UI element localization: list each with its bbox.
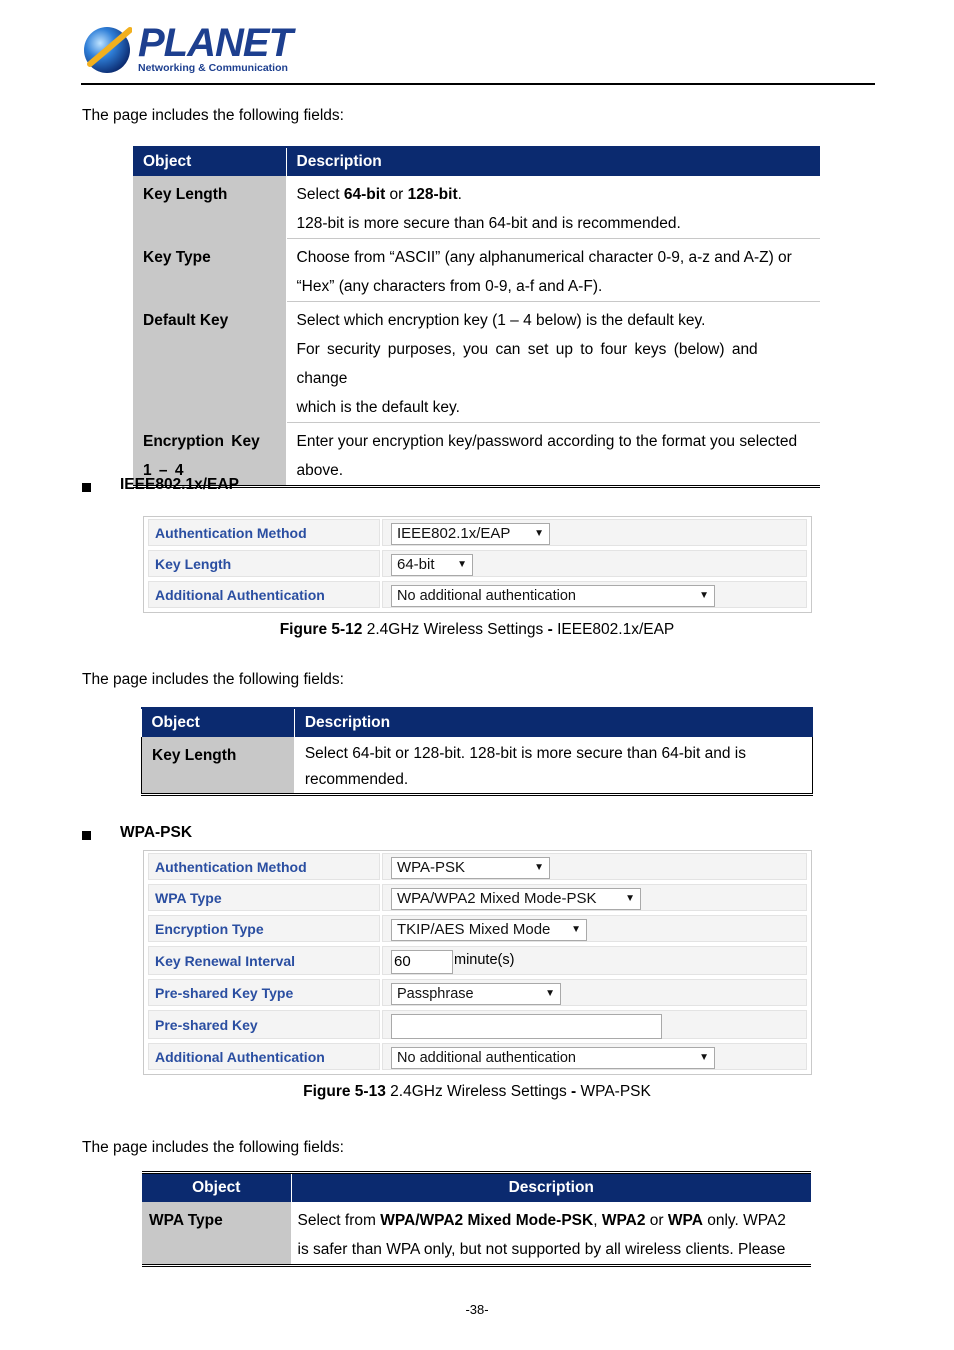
field-label: Pre-shared Key [148,1010,380,1039]
dropdown-arrow-icon: ▼ [699,1052,709,1063]
field-label: Key Length [148,550,380,577]
form-row-key-renewal-interval [146,946,809,979]
description-cell: Select from WPA/WPA2 Mixed Mode-PSK, WPA2 or WPA only. WPA2 is safer than WPA only, but not supported by all wireless clients. Please [291,1202,811,1264]
field-label: Additional Authentication [148,1043,380,1070]
description-cell: Enter your encryption key/password according to the format you selected above. [286,423,820,486]
form-row-key-length [146,550,809,581]
header-divider [81,83,875,85]
wpa-type-select[interactable]: WPA/WPA2 Mixed Mode-PSK ▼ [391,888,641,910]
header-object: Object [142,1174,291,1202]
header-object: Object [142,709,295,737]
description-cell: Select 64-bit or 128-bit. 128-bit is more secure than 64-bit and is recommended. [286,176,820,239]
dropdown-arrow-icon: ▼ [625,893,635,904]
figure-caption-5-13: Figure 5-13 2.4GHz Wireless Settings - WPA-PSK [303,1083,651,1100]
authentication-method-select[interactable]: WPA-PSK ▼ [391,857,550,879]
form-row-encryption-type [146,915,809,946]
section-eap-heading: IEEE802.1x/EAP [82,479,91,497]
intro-text-2: The page includes the following fields: [82,671,344,688]
object-cell: Default Key [133,302,286,423]
additional-authentication-select[interactable]: No additional authentication ▼ [391,1047,715,1069]
table-row [142,1202,811,1264]
object-cell: Key Length [133,176,286,239]
eap-settings-panel [143,516,812,613]
description-cell: Choose from “ASCII” (any alphanumerical character 0-9, a-z and A-Z) or “Hex” (any characters from 0-9, a-f and A-F). [286,239,820,302]
dropdown-arrow-icon: ▼ [699,590,709,601]
table-row [142,737,813,793]
section-psk-heading: WPA-PSK [82,827,91,845]
field-label: Additional Authentication [148,581,380,608]
table-row [133,176,820,239]
form-row-additional-authentication [146,1043,809,1072]
intro-text-3: The page includes the following fields: [82,1139,344,1156]
encryption-type-select[interactable]: TKIP/AES Mixed Mode ▼ [391,919,587,941]
fields-table-2 [141,707,813,796]
header-description: Description [294,709,812,737]
page-number: -38- [465,1302,489,1317]
form-row-wpa-type [146,884,809,915]
dropdown-arrow-icon: ▼ [534,862,544,873]
object-cell: WPA Type [142,1202,291,1264]
brand-name: PLANET [138,21,292,65]
form-row-pre-shared-key [146,1010,809,1043]
header-description: Description [291,1174,811,1202]
dropdown-arrow-icon: ▼ [534,528,544,539]
form-row-authentication-method [146,853,809,884]
globe-icon [82,24,132,76]
key-renewal-interval-input[interactable]: 60 [391,950,453,974]
object-cell: Encryption Key 1 – 4 [133,423,286,486]
field-label: Encryption Type [148,915,380,942]
form-row-authentication-method [146,519,809,550]
pre-shared-key-type-select[interactable]: Passphrase ▼ [391,983,561,1005]
header-object: Object [133,148,286,176]
dropdown-arrow-icon: ▼ [545,988,555,999]
description-cell: Select which encryption key (1 – 4 below) is the default key. For security purposes, you can set up to four keys (below) and change which is the default key. [286,302,820,423]
figure-caption-5-12: Figure 5-12 2.4GHz Wireless Settings - IEEE802.1x/EAP [279,621,675,638]
authentication-method-select[interactable]: IEEE802.1x/EAP ▼ [391,523,550,545]
fields-table-1 [133,146,820,488]
object-cell: Key Length [142,737,295,793]
description-cell: Select 64-bit or 128-bit. 128-bit is more secure than 64-bit and is recommended. [294,737,812,793]
form-row-additional-authentication [146,581,809,610]
pre-shared-key-input[interactable] [391,1014,662,1039]
interval-unit-label: minute(s) [454,952,515,968]
field-label: Authentication Method [148,853,380,880]
brand-tagline: Networking & Communication [138,62,288,74]
field-label: WPA Type [148,884,380,911]
fields-table-3 [142,1171,811,1267]
bullet-square-icon [82,483,91,492]
table-row [133,239,820,302]
field-label: Key Renewal Interval [148,946,380,975]
additional-authentication-select[interactable]: No additional authentication ▼ [391,585,715,607]
dropdown-arrow-icon: ▼ [571,924,581,935]
field-label: Pre-shared Key Type [148,979,380,1006]
field-label: Authentication Method [148,519,380,546]
key-length-select[interactable]: 64-bit ▼ [391,554,473,576]
psk-settings-panel [143,850,812,1075]
header-description: Description [286,148,820,176]
form-row-pre-shared-key-type [146,979,809,1010]
table-row [133,302,820,423]
intro-text-1: The page includes the following fields: [82,107,344,124]
dropdown-arrow-icon: ▼ [457,559,467,570]
planet-logo [82,21,292,78]
object-cell: Key Type [133,239,286,302]
bullet-square-icon [82,831,91,840]
